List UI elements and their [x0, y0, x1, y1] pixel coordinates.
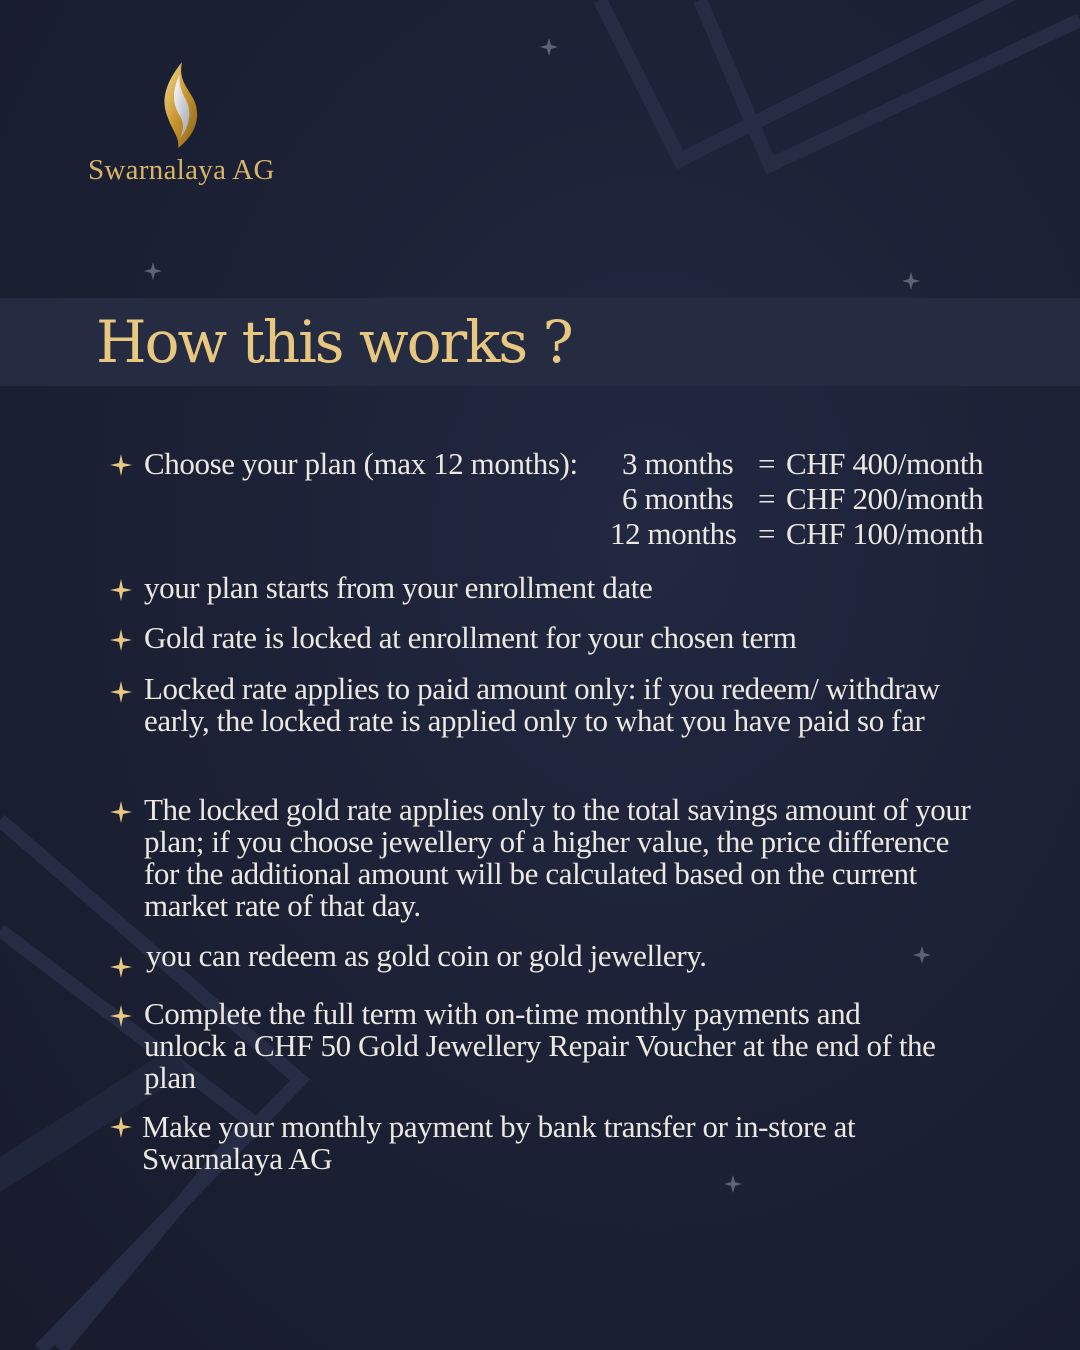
list-item: The locked gold rate applies only to the total savings amount of your plan; if you choose jewellery of a higher value, the price difference for the additional amount will be calculated based on the current market rate of that day.: [144, 792, 971, 923]
sparkle-icon: [108, 627, 134, 653]
plan-option-months: 12 months: [610, 516, 737, 551]
sparkle-star-icon: [538, 36, 560, 58]
plan-intro: Choose your plan (max 12 months):: [144, 446, 578, 481]
plan-option-price: CHF 400/month: [786, 446, 984, 481]
list-item: your plan starts from your enrollment date: [144, 570, 653, 605]
brand-name: Swarnalaya AG: [88, 154, 275, 186]
list-item: you can redeem as gold coin or gold jewellery.: [146, 938, 707, 973]
sparkle-icon: [108, 577, 134, 603]
plan-option-equals: =: [758, 481, 776, 516]
page-title: How this works ?: [96, 308, 572, 376]
list-item: Gold rate is locked at enrollment for your chosen term: [144, 620, 797, 655]
sparkle-icon: [108, 1003, 134, 1029]
sparkle-icon: [108, 799, 134, 825]
list-item: Make your monthly payment by bank transfer or in-store at Swarnalaya AG: [142, 1109, 856, 1176]
sparkle-star-icon: [900, 270, 922, 292]
plan-option-price: CHF 100/month: [786, 516, 984, 551]
flame-logo-icon: [158, 60, 204, 150]
brand-logo: [88, 60, 288, 190]
plan-option-months: 3 months: [622, 446, 734, 481]
sparkle-star-icon: [722, 1173, 744, 1195]
plan-option-months: 6 months: [622, 481, 734, 516]
plan-option-equals: =: [758, 446, 776, 481]
plan-option-equals: =: [758, 516, 776, 551]
sparkle-icon: [108, 452, 134, 478]
list-item: Complete the full term with on-time monthly payments and unlock a CHF 50 Gold Jewellery Repair Voucher at the end of the plan: [144, 996, 936, 1095]
sparkle-icon: [108, 954, 134, 980]
list-item: Locked rate applies to paid amount only: if you redeem/ withdraw early, the locked rate is applied only to what you have paid so far: [144, 671, 940, 738]
plan-option-price: CHF 200/month: [786, 481, 984, 516]
sparkle-icon: [108, 1114, 134, 1140]
sparkle-icon: [108, 679, 134, 705]
sparkle-star-icon: [142, 260, 164, 282]
